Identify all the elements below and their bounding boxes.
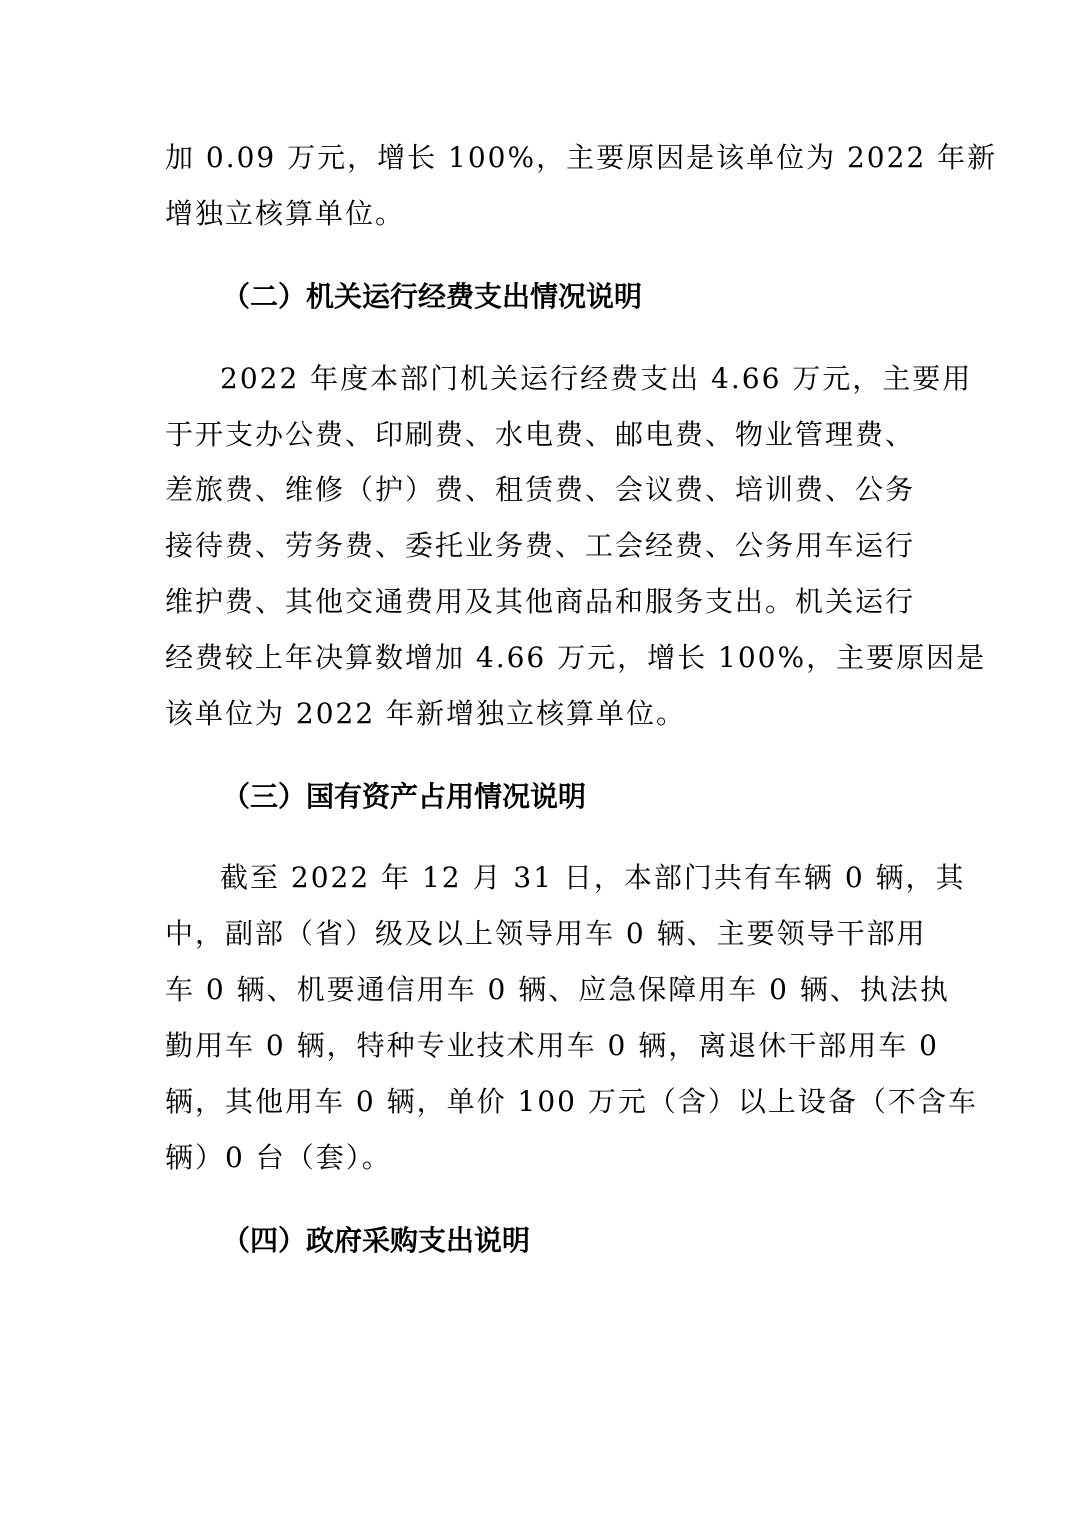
- section-2-line-1: 2022 年度本部门机关运行经费支出 4.66 万元，主要用: [220, 362, 973, 395]
- section-3-line-2: 中，副部（省）级及以上领导用车 0 辆、主要领导干部用: [165, 917, 927, 950]
- intro-line-1: 加 0.09 万元，增长 100%，主要原因是该单位为 2022 年新: [165, 141, 998, 174]
- section-3-heading: （三）国有资产占用情况说明: [222, 780, 587, 813]
- section-2-heading: （二）机关运行经费支出情况说明: [222, 280, 643, 313]
- section-2-line-7: 该单位为 2022 年新增独立核算单位。: [165, 697, 687, 730]
- section-2-line-6: 经费较上年决算数增加 4.66 万元，增长 100%，主要原因是: [165, 641, 987, 674]
- section-3-line-5: 辆，其他用车 0 辆，单价 100 万元（含）以上设备（不含车: [165, 1085, 978, 1118]
- section-2-line-2: 于开支办公费、印刷费、水电费、邮电费、物业管理费、: [165, 418, 916, 451]
- section-4-heading: （四）政府采购支出说明: [222, 1224, 531, 1257]
- section-3-line-3: 车 0 辆、机要通信用车 0 辆、应急保障用车 0 辆、执法执: [165, 973, 950, 1006]
- section-2-line-3: 差旅费、维修（护）费、租赁费、会议费、培训费、公务: [165, 473, 916, 506]
- intro-line-2: 增独立核算单位。: [165, 197, 406, 230]
- section-2-line-4: 接待费、劳务费、委托业务费、工会经费、公务用车运行: [165, 529, 916, 562]
- section-3-line-6: 辆）0 台（套）。: [165, 1141, 392, 1174]
- section-2-line-5: 维护费、其他交通费用及其他商品和服务支出。机关运行: [165, 585, 916, 618]
- section-3-line-4: 勤用车 0 辆，特种专业技术用车 0 辆，离退休干部用车 0: [165, 1029, 939, 1062]
- section-3-line-1: 截至 2022 年 12 月 31 日，本部门共有车辆 0 辆，其: [220, 861, 966, 894]
